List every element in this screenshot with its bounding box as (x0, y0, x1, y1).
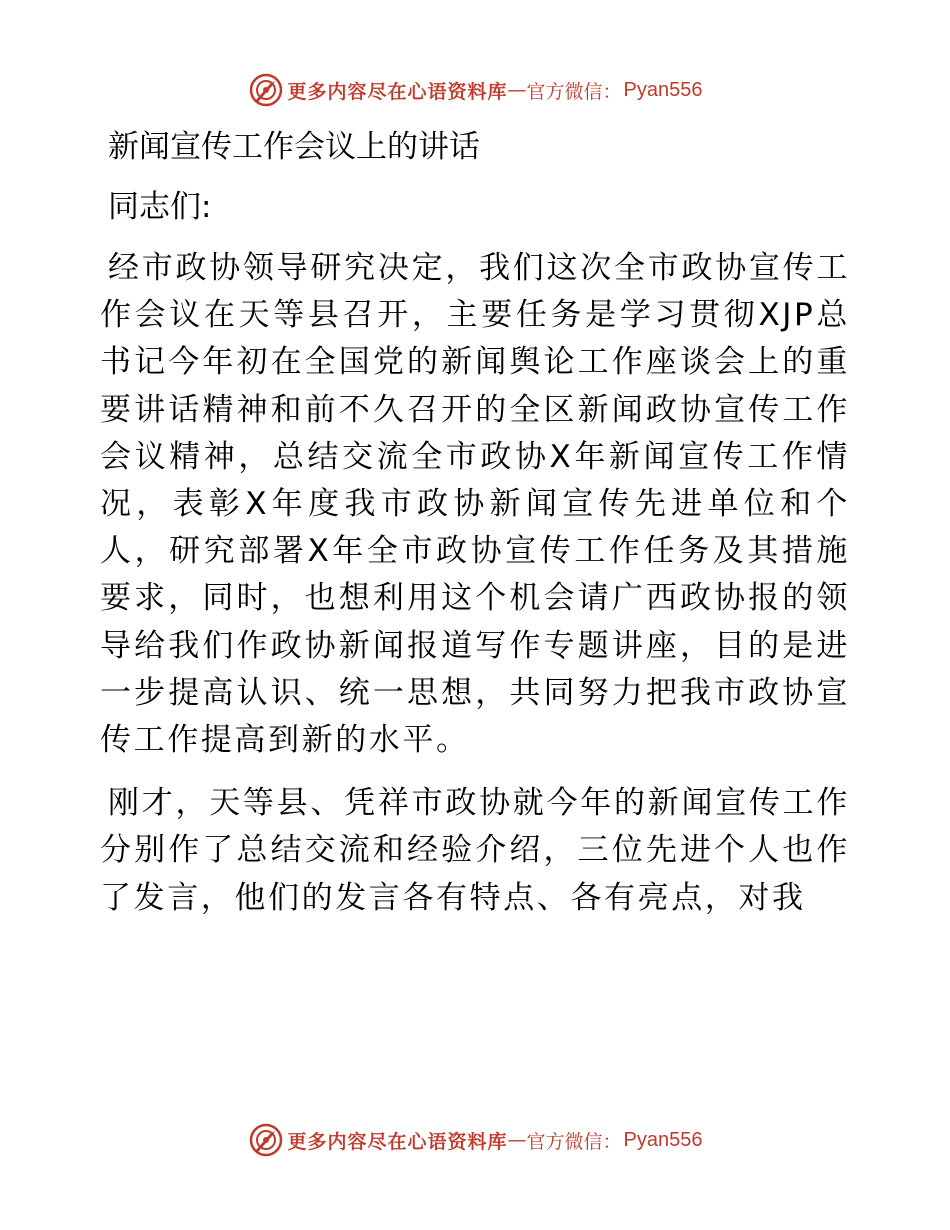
watermark-official-label: 官方微信： (526, 80, 622, 103)
watermark-wechat-id: Pyan556 (623, 1128, 703, 1151)
watermark-text: 更多内容尽在心语资料库 (287, 1130, 508, 1153)
library-logo-icon (248, 72, 284, 108)
header-watermark (0, 70, 950, 110)
watermark-official-label: 官方微信： (526, 1130, 622, 1153)
footer-watermark (0, 1120, 950, 1160)
library-logo-icon (248, 1122, 284, 1158)
watermark-separator: — (507, 79, 527, 101)
document-title: 新闻宣传工作会议上的讲话 (108, 129, 480, 165)
watermark-separator: — (507, 1129, 527, 1151)
document-body (100, 125, 850, 922)
paragraph: 刚才，天等县、凭祥市政协就今年的新闻宣传工作分别作了总结交流和经验介绍，三位先进个人也作了发言，他们的发言各有特点、各有亮点，对我 (100, 785, 850, 916)
watermark-wechat-id: Pyan556 (623, 78, 703, 101)
paragraph: 经市政协领导研究决定，我们这次全市政协宣传工作会议在天等县召开，主要任务是学习贯彻XJP总书记今年初在全国党的新闻舆论工作座谈会上的重要讲话精神和前不久召开的全区新闻政协宣传工作会议精神，总结交流全市政协X年新闻宣传工作情况，表彰X年度我市政协新闻宣传先进单位和个人，研究部署X年全市政协宣传工作任务及其措施要求，同时，也想利用这个机会请广西政协报的领导给我们作政协新闻报道写作专题讲座，目的是进一步提高认识、统一思想，共同努力把我市政协宣传工作提高到新的水平。 (100, 250, 850, 759)
watermark-text: 更多内容尽在心语资料库 (287, 80, 508, 103)
salutation: 同志们: (108, 189, 212, 225)
